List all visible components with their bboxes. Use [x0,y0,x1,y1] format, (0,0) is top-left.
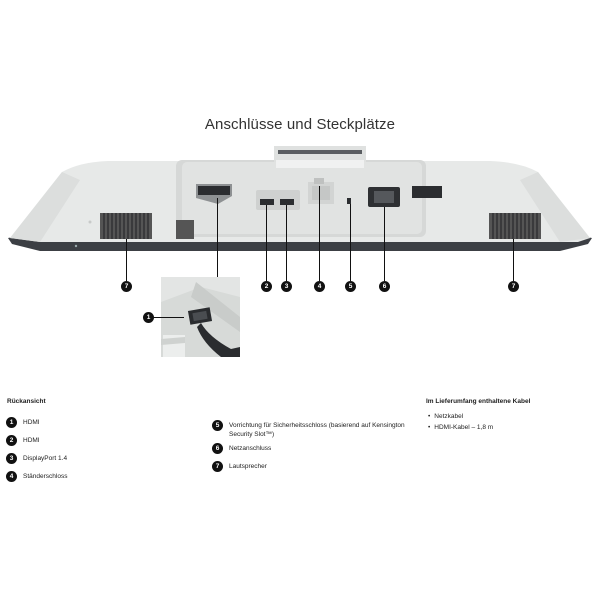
leader-line-7a [126,239,127,281]
legend-badge: 1 [6,417,17,428]
callout-7-left: 7 [121,281,132,292]
legend-label: Vorrichtung für Sicherheitsschloss (basierend auf Kensington Security Slot™) [229,422,405,438]
legend-item [212,443,271,454]
legend-badge: 4 [6,471,17,482]
leader-line-5 [350,204,351,281]
legend-label: Ständerschloss [23,473,68,480]
leader-line-inset [154,317,184,318]
leader-line-2 [266,205,267,281]
callout-7-right: 7 [508,281,519,292]
legend-item [212,420,412,439]
list-item: • Netzkabel [428,411,493,422]
legend-item [6,453,67,464]
legend-badge: 6 [212,443,223,454]
callout-4: 4 [314,281,325,292]
legend-item [6,435,40,446]
legend-item [6,417,40,428]
legend-label: Netzanschluss [229,445,272,452]
cables-list [428,411,493,433]
legend-item [6,471,67,482]
callout-3: 3 [281,281,292,292]
leader-line-4 [319,186,320,281]
legend-badge: 3 [6,453,17,464]
legend-label: HDMI [23,437,40,444]
leader-line-3 [286,205,287,281]
callout-6: 6 [379,281,390,292]
legend-badge: 2 [6,435,17,446]
legend-label: Lautsprecher [229,463,267,470]
list-item: • HDMI-Kabel – 1,8 m [428,422,493,433]
cables-heading: Im Lieferumfang enthaltene Kabel [426,398,531,405]
legend-badge: 5 [212,420,223,431]
leader-line-7b [513,239,514,281]
page-title: Anschlüsse und Steckplätze [204,116,396,133]
legend-badge: 7 [212,461,223,472]
legend-label: DisplayPort 1.4 [23,455,68,462]
callout-1: 1 [143,312,154,323]
callout-5: 5 [345,281,356,292]
legend-label: HDMI [23,419,40,426]
callout-2: 2 [261,281,272,292]
rear-view-heading: Rückansicht [7,398,46,405]
legend-item [212,461,267,472]
leader-line-6 [384,207,385,281]
